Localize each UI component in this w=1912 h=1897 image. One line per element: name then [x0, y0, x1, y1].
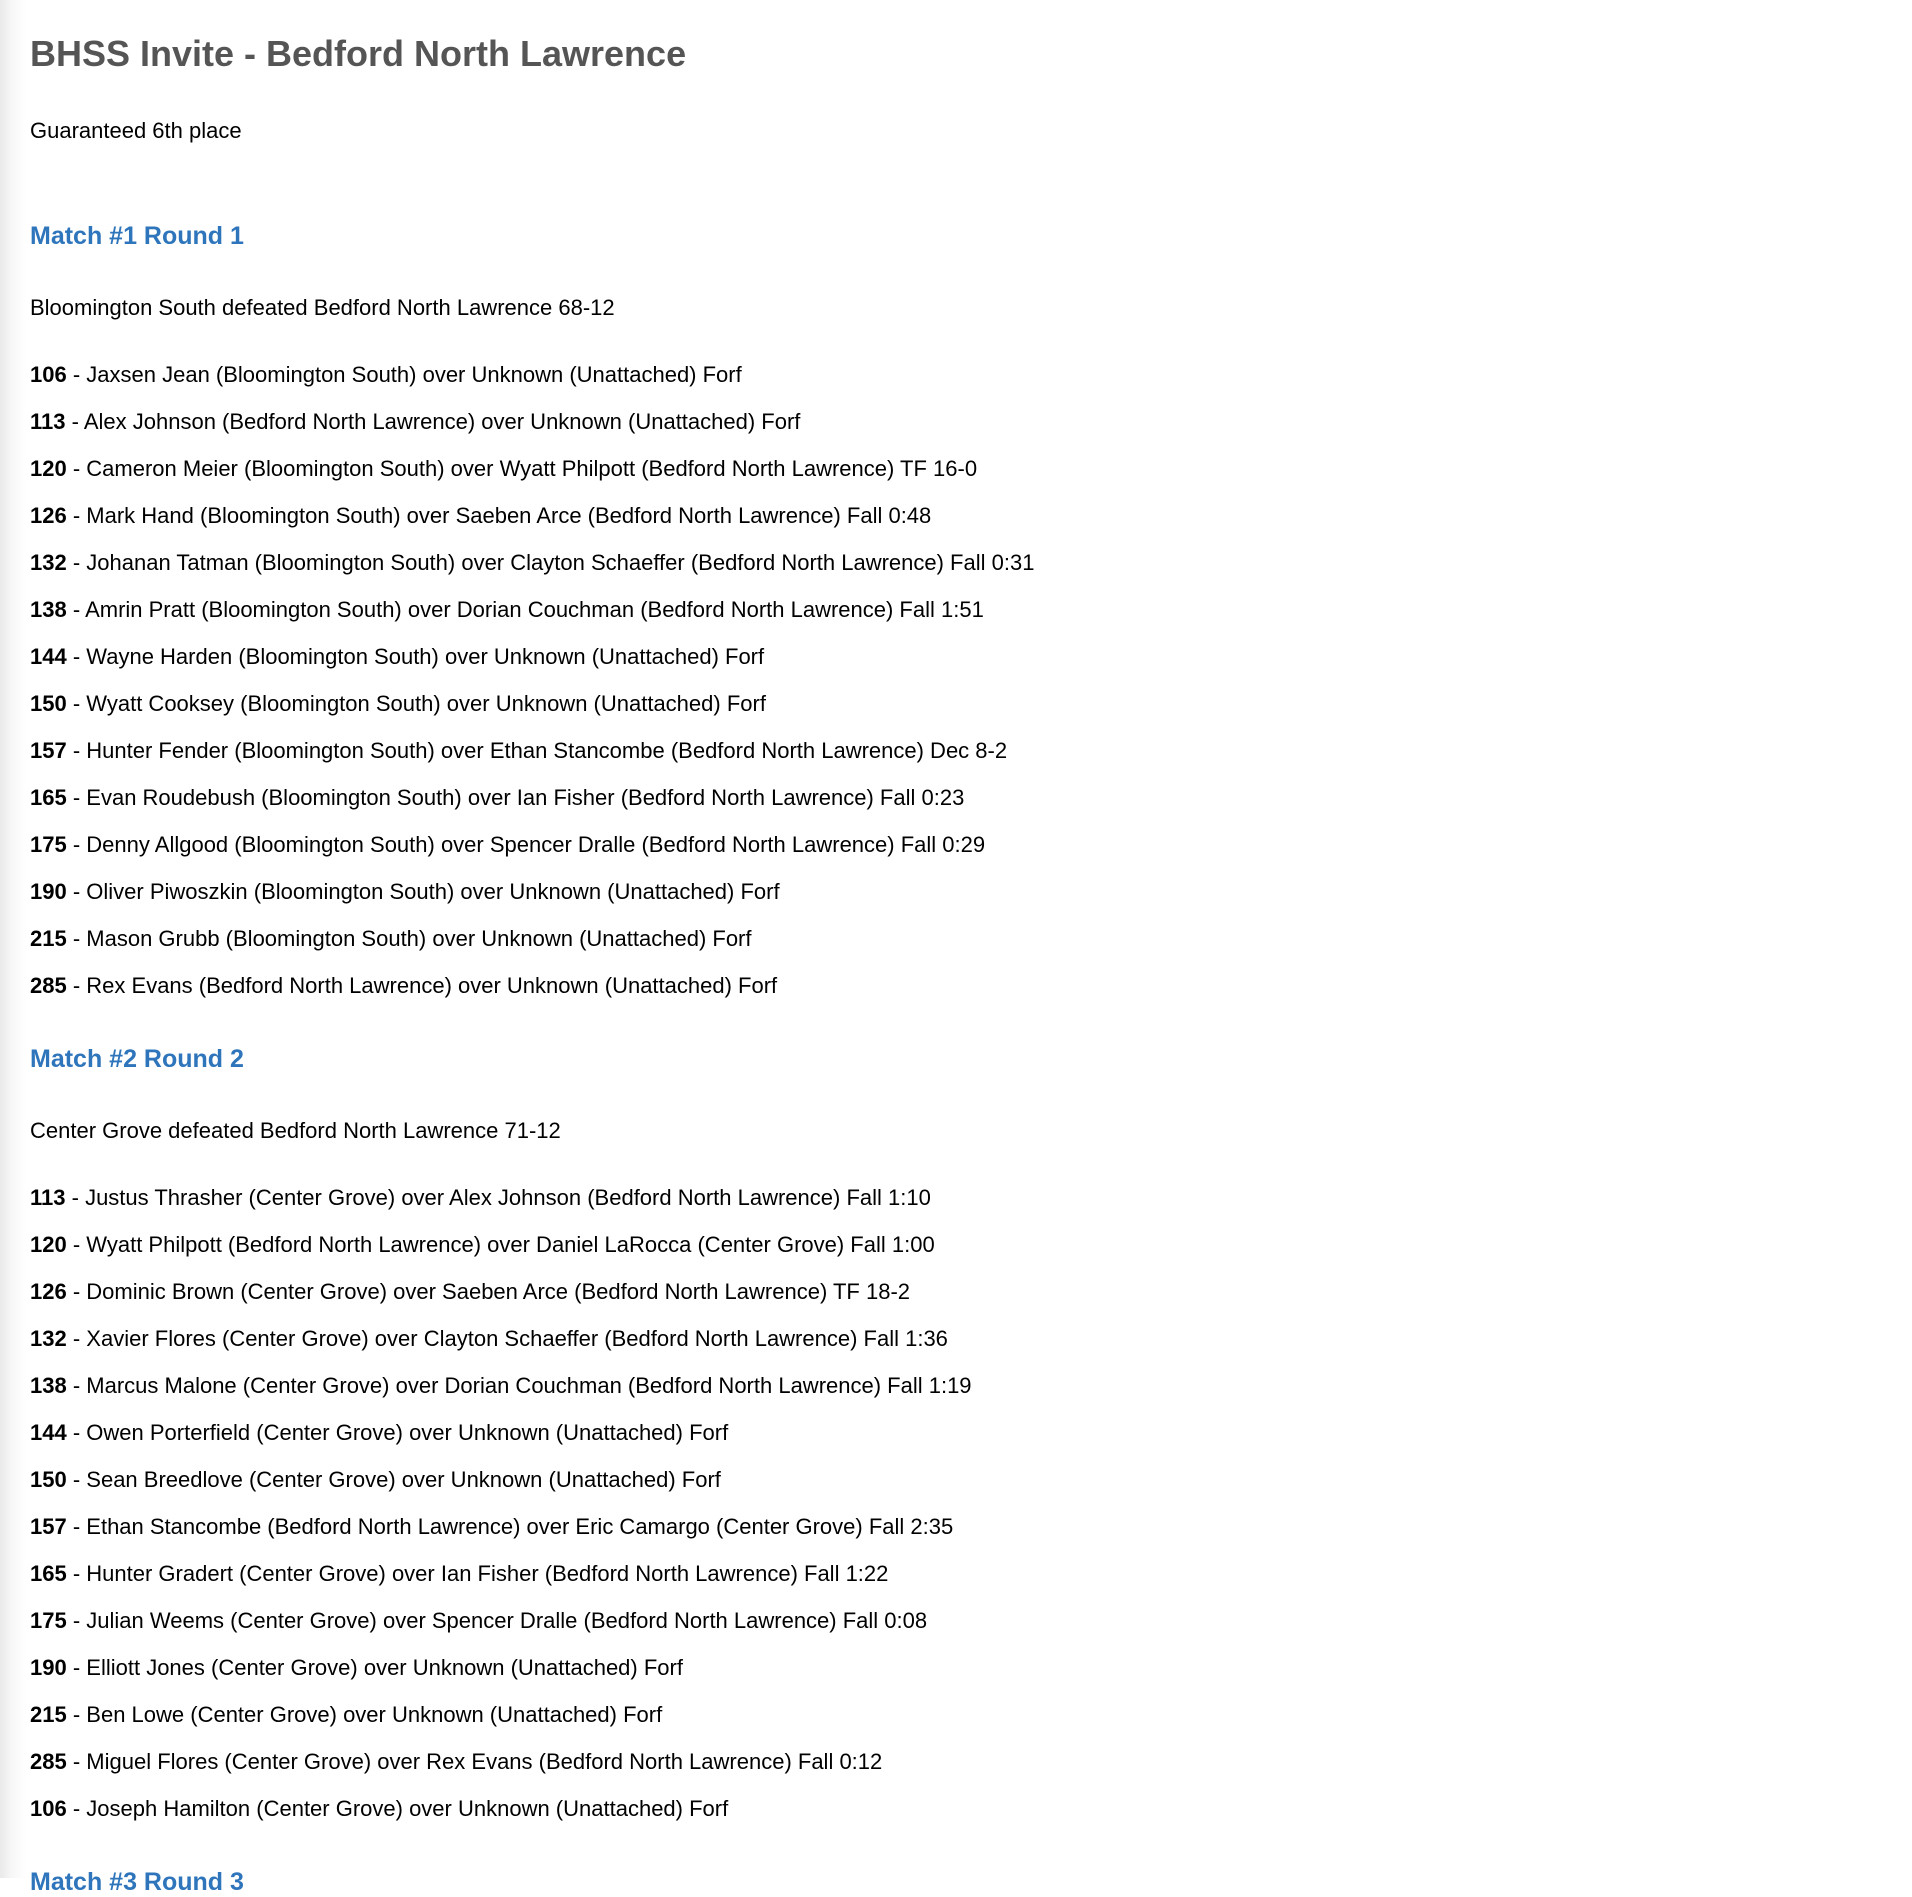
bout-result: Amrin Pratt (Bloomington South) over Dorian Couchman (Bedford North Lawrence) Fall 1:51 — [85, 597, 984, 622]
bout-row — [30, 1456, 1872, 1503]
bout-separator: - — [66, 1608, 87, 1633]
bout-separator: - — [66, 973, 87, 998]
bout-result: Mark Hand (Bloomington South) over Saeben Arce (Bedford North Lawrence) Fall 0:48 — [86, 503, 932, 528]
bout-result: Miguel Flores (Center Grove) over Rex Evans (Bedford North Lawrence) Fall 0:12 — [86, 1749, 883, 1774]
bout-row — [30, 1315, 1872, 1362]
bout-row — [30, 351, 1872, 398]
bout-separator: - — [66, 1232, 87, 1257]
bout-weight: 150 — [30, 1467, 67, 1492]
bout-row — [30, 915, 1872, 962]
bout-result: Johanan Tatman (Bloomington South) over Clayton Schaeffer (Bedford North Lawrence) Fall 0:31 — [86, 550, 1035, 575]
bout-result: Rex Evans (Bedford North Lawrence) over Unknown (Unattached) Forf — [86, 973, 778, 998]
bout-result: Cameron Meier (Bloomington South) over Wyatt Philpott (Bedford North Lawrence) TF 16-0 — [86, 456, 978, 481]
bout-weight: 285 — [30, 1749, 67, 1774]
bout-result: Wyatt Cooksey (Bloomington South) over Unknown (Unattached) Forf — [86, 691, 766, 716]
bout-weight: 175 — [30, 1608, 67, 1633]
bout-row — [30, 1174, 1872, 1221]
bout-separator: - — [66, 832, 87, 857]
bout-row — [30, 1644, 1872, 1691]
bout-row — [30, 445, 1872, 492]
bout-row — [30, 1409, 1872, 1456]
bout-separator: - — [66, 1749, 87, 1774]
bout-weight: 165 — [30, 1561, 67, 1586]
bout-result: Wayne Harden (Bloomington South) over Unknown (Unattached) Forf — [86, 644, 765, 669]
bout-separator: - — [66, 1326, 87, 1351]
bout-separator: - — [66, 456, 87, 481]
bout-weight: 190 — [30, 1655, 67, 1680]
bout-result: Xavier Flores (Center Grove) over Clayton Schaeffer (Bedford North Lawrence) Fall 1:36 — [86, 1326, 948, 1351]
bout-row — [30, 398, 1872, 445]
bout-weight: 120 — [30, 456, 67, 481]
bout-row — [30, 1597, 1872, 1644]
match-heading: Match #3 Round 3 — [30, 1868, 244, 1896]
bout-weight: 144 — [30, 644, 67, 669]
page-title: BHSS Invite - Bedford North Lawrence — [30, 33, 687, 74]
bout-result: Sean Breedlove (Center Grove) over Unknown (Unattached) Forf — [86, 1467, 721, 1492]
bout-result: Owen Porterfield (Center Grove) over Unknown (Unattached) Forf — [86, 1420, 729, 1445]
bout-row — [30, 1785, 1872, 1832]
bout-weight: 175 — [30, 832, 67, 857]
bout-result: Hunter Fender (Bloomington South) over Ethan Stancombe (Bedford North Lawrence) Dec 8-2 — [86, 738, 1008, 763]
bout-separator: - — [66, 691, 87, 716]
bout-weight: 190 — [30, 879, 67, 904]
bout-result: Ben Lowe (Center Grove) over Unknown (Unattached) Forf — [86, 1702, 663, 1727]
bout-separator: - — [65, 409, 84, 434]
bout-result: Oliver Piwoszkin (Bloomington South) over Unknown (Unattached) Forf — [86, 879, 780, 904]
placement-note: Guaranteed 6th place — [30, 118, 242, 143]
bout-row — [30, 774, 1872, 821]
bout-separator: - — [66, 1420, 87, 1445]
bout-row — [30, 1362, 1872, 1409]
bout-weight: 126 — [30, 503, 67, 528]
matches-container — [30, 222, 1872, 1897]
bout-weight: 132 — [30, 1326, 67, 1351]
bout-weight: 113 — [30, 1185, 66, 1210]
bout-row — [30, 1221, 1872, 1268]
bout-weight: 126 — [30, 1279, 67, 1304]
bout-weight: 138 — [30, 1373, 67, 1398]
bout-separator: - — [66, 1655, 87, 1680]
bout-row — [30, 962, 1872, 1009]
bout-separator: - — [66, 1796, 87, 1821]
bout-weight: 285 — [30, 973, 67, 998]
bout-separator: - — [66, 1702, 87, 1727]
match-summary: Bloomington South defeated Bedford North Lawrence 68-12 — [30, 295, 615, 320]
bout-weight: 138 — [30, 597, 67, 622]
bout-list — [30, 1174, 1872, 1832]
bout-result: Marcus Malone (Center Grove) over Dorian Couchman (Bedford North Lawrence) Fall 1:19 — [86, 1373, 972, 1398]
bout-result: Julian Weems (Center Grove) over Spencer Dralle (Bedford North Lawrence) Fall 0:08 — [86, 1608, 928, 1633]
bout-separator: - — [66, 785, 87, 810]
bout-row — [30, 821, 1872, 868]
bout-result: Denny Allgood (Bloomington South) over Spencer Dralle (Bedford North Lawrence) Fall 0:29 — [86, 832, 986, 857]
bout-result: Ethan Stancombe (Bedford North Lawrence) over Eric Camargo (Center Grove) Fall 2:35 — [86, 1514, 954, 1539]
bout-weight: 113 — [30, 409, 66, 434]
bout-result: Wyatt Philpott (Bedford North Lawrence) over Daniel LaRocca (Center Grove) Fall 1:00 — [86, 1232, 935, 1257]
bout-weight: 157 — [30, 1514, 67, 1539]
bout-weight: 132 — [30, 550, 67, 575]
match-section — [30, 1045, 1872, 1832]
bout-row — [30, 539, 1872, 586]
bout-row — [30, 1691, 1872, 1738]
bout-result: Mason Grubb (Bloomington South) over Unknown (Unattached) Forf — [86, 926, 752, 951]
bout-row — [30, 727, 1872, 774]
bout-weight: 120 — [30, 1232, 67, 1257]
bout-weight: 157 — [30, 738, 67, 763]
bout-separator: - — [66, 362, 87, 387]
bout-row — [30, 868, 1872, 915]
bout-row — [30, 1738, 1872, 1785]
bout-list — [30, 351, 1872, 1009]
bout-weight: 106 — [30, 1796, 67, 1821]
bout-separator: - — [66, 550, 87, 575]
bout-result: Evan Roudebush (Bloomington South) over Ian Fisher (Bedford North Lawrence) Fall 0:23 — [86, 785, 965, 810]
bout-separator: - — [66, 1514, 87, 1539]
bout-separator: - — [66, 1373, 87, 1398]
bout-separator: - — [65, 1185, 86, 1210]
match-section — [30, 1868, 1872, 1897]
match-section — [30, 222, 1872, 1009]
bout-result: Dominic Brown (Center Grove) over Saeben Arce (Bedford North Lawrence) TF 18-2 — [86, 1279, 911, 1304]
bout-row — [30, 633, 1872, 680]
bout-row — [30, 586, 1872, 633]
bout-weight: 215 — [30, 1702, 67, 1727]
bout-separator: - — [66, 1467, 87, 1492]
bout-weight: 106 — [30, 362, 67, 387]
bout-weight: 215 — [30, 926, 67, 951]
bout-result: Jaxsen Jean (Bloomington South) over Unknown (Unattached) Forf — [86, 362, 742, 387]
bout-row — [30, 1268, 1872, 1315]
bout-result: Joseph Hamilton (Center Grove) over Unknown (Unattached) Forf — [86, 1796, 729, 1821]
bout-separator: - — [66, 738, 87, 763]
bout-row — [30, 680, 1872, 727]
match-heading: Match #1 Round 1 — [30, 222, 244, 250]
bout-weight: 165 — [30, 785, 67, 810]
bout-result: Alex Johnson (Bedford North Lawrence) over Unknown (Unattached) Forf — [83, 409, 801, 434]
bout-weight: 144 — [30, 1420, 67, 1445]
bout-row — [30, 1503, 1872, 1550]
bout-separator: - — [66, 1561, 87, 1586]
bout-row — [30, 1550, 1872, 1597]
bout-separator: - — [66, 503, 87, 528]
bout-separator: - — [66, 644, 87, 669]
bout-separator: - — [66, 926, 87, 951]
match-summary: Center Grove defeated Bedford North Lawrence 71-12 — [30, 1118, 561, 1143]
bout-result: Hunter Gradert (Center Grove) over Ian Fisher (Bedford North Lawrence) Fall 1:22 — [86, 1561, 889, 1586]
bout-separator: - — [66, 879, 87, 904]
bout-result: Elliott Jones (Center Grove) over Unknown (Unattached) Forf — [86, 1655, 683, 1680]
bout-weight: 150 — [30, 691, 67, 716]
bout-result: Justus Thrasher (Center Grove) over Alex Johnson (Bedford North Lawrence) Fall 1:10 — [85, 1185, 931, 1210]
bout-separator: - — [66, 597, 86, 622]
bout-row — [30, 492, 1872, 539]
match-heading: Match #2 Round 2 — [30, 1045, 244, 1073]
bout-separator: - — [66, 1279, 87, 1304]
